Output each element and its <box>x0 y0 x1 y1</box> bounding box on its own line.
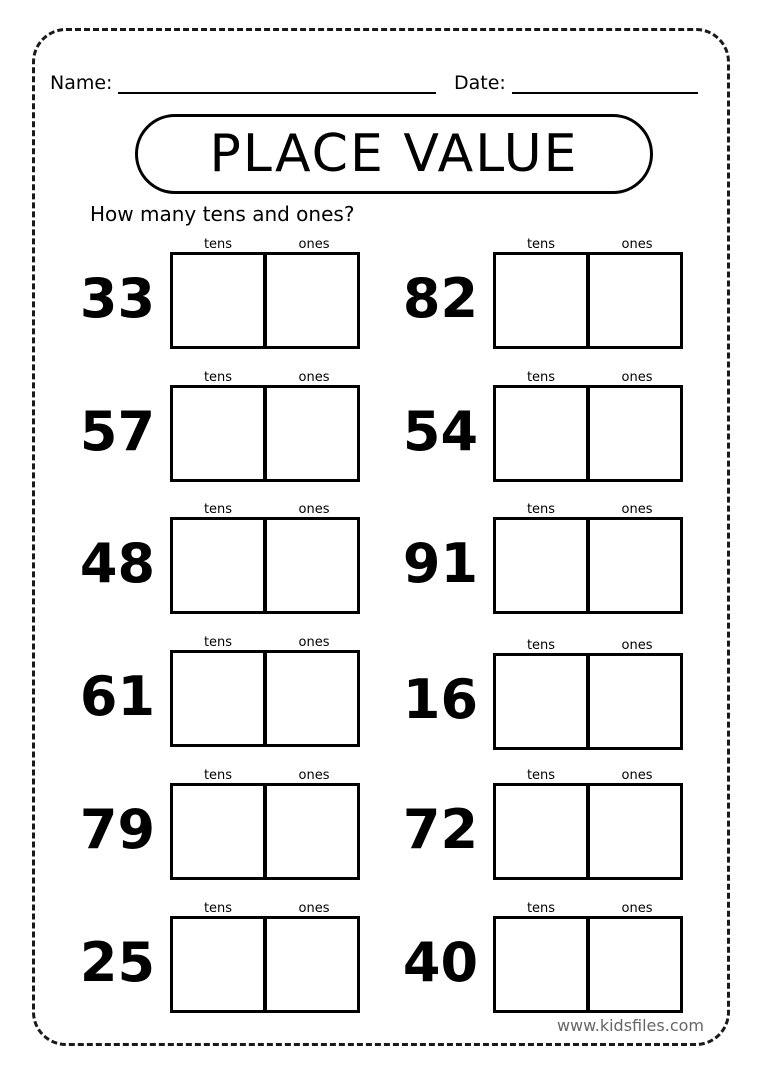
name-label: Name: <box>50 72 113 94</box>
ones-box[interactable] <box>586 783 683 880</box>
ones-label: ones <box>298 768 330 783</box>
item-number: 91 <box>402 532 479 595</box>
ones-label: ones <box>621 237 653 252</box>
ones-box[interactable] <box>586 385 683 482</box>
ones-box[interactable] <box>586 653 683 750</box>
item-number: 72 <box>402 798 479 861</box>
tens-box[interactable] <box>493 653 590 750</box>
item-number: 33 <box>79 267 156 330</box>
tens-box[interactable] <box>170 783 267 880</box>
ones-label: ones <box>298 502 330 517</box>
tens-box[interactable] <box>170 252 267 349</box>
place-value-item <box>398 768 728 893</box>
place-value-item <box>75 502 405 627</box>
name-field[interactable] <box>118 92 436 94</box>
tens-label: tens <box>203 370 233 385</box>
tens-box[interactable] <box>493 385 590 482</box>
tens-box[interactable] <box>493 517 590 614</box>
tens-label: tens <box>526 638 556 653</box>
ones-label: ones <box>621 901 653 916</box>
ones-label: ones <box>298 237 330 252</box>
item-number: 79 <box>79 798 156 861</box>
item-number: 48 <box>79 532 156 595</box>
tens-box[interactable] <box>170 517 267 614</box>
tens-box[interactable] <box>493 783 590 880</box>
place-value-item <box>75 768 405 893</box>
ones-box[interactable] <box>263 252 360 349</box>
ones-box[interactable] <box>586 252 683 349</box>
place-value-item <box>75 370 405 495</box>
ones-label: ones <box>621 502 653 517</box>
header-row <box>50 72 700 98</box>
page-title: PLACE VALUE <box>135 114 653 194</box>
watermark: www.kidsfiles.com <box>556 1016 704 1035</box>
tens-box[interactable] <box>170 650 267 747</box>
tens-label: tens <box>526 237 556 252</box>
tens-box[interactable] <box>493 252 590 349</box>
place-value-item <box>398 370 728 495</box>
item-number: 82 <box>402 267 479 330</box>
tens-label: tens <box>203 502 233 517</box>
tens-label: tens <box>203 237 233 252</box>
item-number: 40 <box>402 931 479 994</box>
date-label: Date: <box>454 72 506 94</box>
item-number: 61 <box>79 665 156 728</box>
place-value-item <box>398 237 728 362</box>
place-value-item <box>398 901 728 1026</box>
place-value-item <box>75 237 405 362</box>
place-value-item <box>75 635 405 760</box>
date-field[interactable] <box>512 92 698 94</box>
ones-label: ones <box>298 901 330 916</box>
place-value-item <box>75 901 405 1026</box>
ones-box[interactable] <box>586 517 683 614</box>
ones-label: ones <box>298 635 330 650</box>
tens-label: tens <box>526 901 556 916</box>
ones-box[interactable] <box>263 783 360 880</box>
tens-label: tens <box>526 502 556 517</box>
item-number: 57 <box>79 400 156 463</box>
ones-box[interactable] <box>586 916 683 1013</box>
tens-label: tens <box>203 768 233 783</box>
instruction-text: How many tens and ones? <box>90 202 355 226</box>
item-number: 25 <box>79 931 156 994</box>
ones-box[interactable] <box>263 650 360 747</box>
item-number: 54 <box>402 400 479 463</box>
tens-label: tens <box>526 768 556 783</box>
place-value-item <box>398 502 728 627</box>
tens-box[interactable] <box>170 385 267 482</box>
tens-label: tens <box>203 901 233 916</box>
ones-box[interactable] <box>263 385 360 482</box>
item-number: 16 <box>402 668 479 731</box>
ones-label: ones <box>621 370 653 385</box>
tens-label: tens <box>203 635 233 650</box>
tens-box[interactable] <box>170 916 267 1013</box>
ones-box[interactable] <box>263 916 360 1013</box>
ones-label: ones <box>621 638 653 653</box>
place-value-item <box>398 638 728 763</box>
ones-label: ones <box>621 768 653 783</box>
tens-box[interactable] <box>493 916 590 1013</box>
ones-box[interactable] <box>263 517 360 614</box>
ones-label: ones <box>298 370 330 385</box>
tens-label: tens <box>526 370 556 385</box>
